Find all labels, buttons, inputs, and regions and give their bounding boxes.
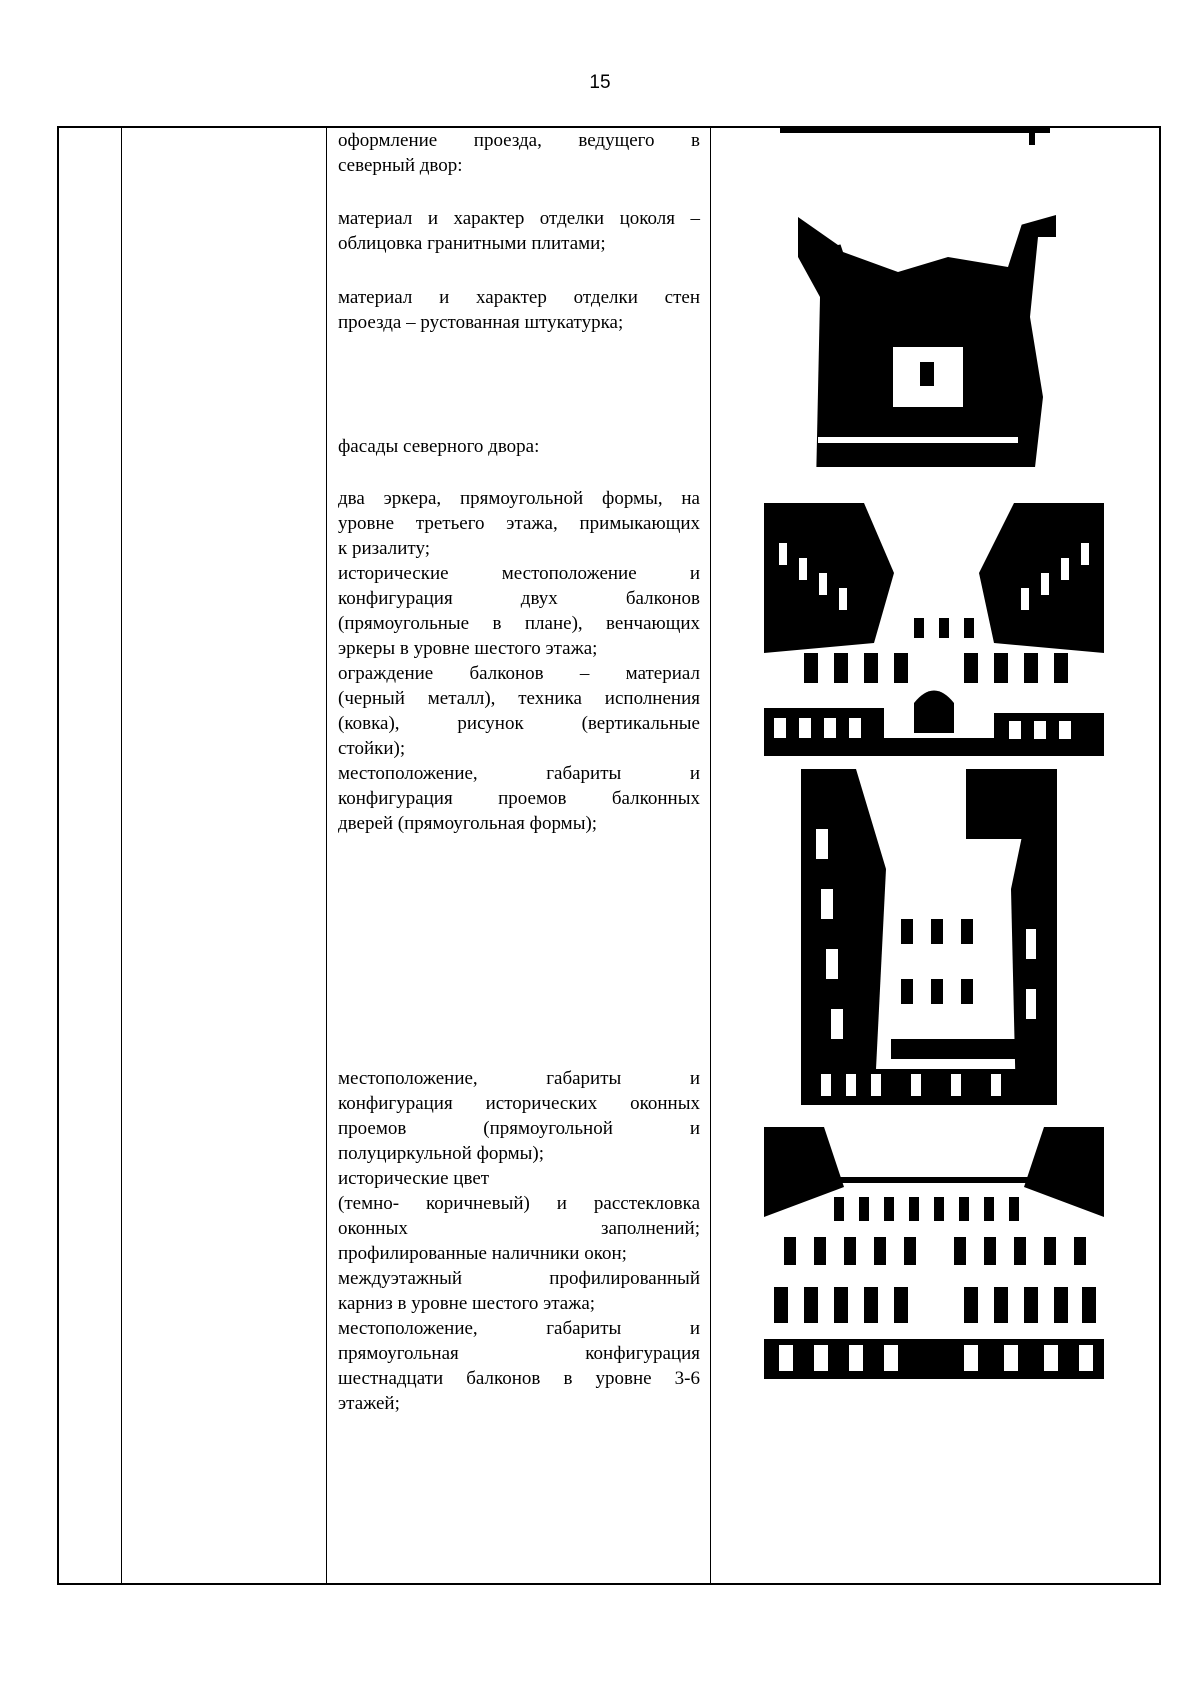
- passage-vault-photo: [798, 197, 1056, 485]
- scan-edge-mark: [1029, 133, 1035, 145]
- page-number: 15: [589, 72, 611, 93]
- courtyard-facade-photo-2: [801, 769, 1057, 1105]
- text-line: конфигурация исторических оконных: [338, 1093, 700, 1114]
- column-divider-3: [710, 128, 711, 1583]
- text-line: междуэтажный профилированный: [338, 1268, 700, 1289]
- text-line: местоположение, габариты и: [338, 1068, 700, 1089]
- text-line: исторические цвет: [338, 1168, 490, 1189]
- courtyard-facade-photo-3: [764, 1127, 1104, 1379]
- text-line: этажей;: [338, 1393, 400, 1414]
- text-line: конфигурация проемов балконных: [338, 788, 700, 809]
- column-divider-1: [121, 128, 122, 1583]
- text-line: (прямоугольные в плане), венчающих: [338, 613, 700, 634]
- text-block-bay-windows: [338, 486, 700, 836]
- text-line: местоположение, габариты и: [338, 763, 700, 784]
- scan-edge-mark: [780, 127, 1050, 133]
- text-line: (темно- коричневый) и расстекловка: [338, 1193, 700, 1214]
- text-line: оконных заполнений;: [338, 1218, 700, 1239]
- text-line: проезда – рустованная штукатурка;: [338, 312, 624, 333]
- text-line: проемов (прямоугольной и: [338, 1118, 700, 1139]
- text-line: материал и характер отделки стен: [338, 287, 700, 308]
- text-block-passage: [338, 128, 700, 178]
- text-line: материал и характер отделки цоколя –: [338, 208, 700, 229]
- text-line: оформление проезда, ведущего в: [338, 130, 700, 151]
- text-block-windows: [338, 1066, 700, 1416]
- text-line: профилированные наличники окон;: [338, 1243, 627, 1264]
- text-block-walls: [338, 285, 700, 335]
- text-line: прямоугольная конфигурация: [338, 1343, 700, 1364]
- text-line: стойки);: [338, 738, 406, 759]
- column-divider-2: [326, 128, 327, 1583]
- text-line: карниз в уровне шестого этажа;: [338, 1293, 596, 1314]
- text-line: два эркера, прямоугольной формы, на: [338, 488, 700, 509]
- text-line: дверей (прямоугольная формы);: [338, 813, 598, 834]
- text-line: исторические местоположение и: [338, 563, 700, 584]
- text-line: эркеры в уровне шестого этажа;: [338, 638, 598, 659]
- text-line: уровне третьего этажа, примыкающих: [338, 513, 700, 534]
- text-line: (черный металл), техника исполнения: [338, 688, 700, 709]
- text-block-facades-title: [338, 434, 700, 459]
- text-line: северный двор:: [338, 155, 463, 176]
- text-line: полуциркульной формы);: [338, 1143, 545, 1164]
- text-line: фасады северного двора:: [338, 436, 540, 457]
- text-line: к ризалиту;: [338, 538, 430, 559]
- text-block-plinth: [338, 206, 700, 256]
- text-line: местоположение, габариты и: [338, 1318, 700, 1339]
- text-line: облицовка гранитными плитами;: [338, 233, 606, 254]
- text-line: шестнадцати балконов в уровне 3-6: [338, 1368, 700, 1389]
- text-line: конфигурация двух балконов: [338, 588, 700, 609]
- text-line: ограждение балконов – материал: [338, 663, 700, 684]
- courtyard-facade-photo-1: [764, 503, 1104, 756]
- text-line: (ковка), рисунок (вертикальные: [338, 713, 700, 734]
